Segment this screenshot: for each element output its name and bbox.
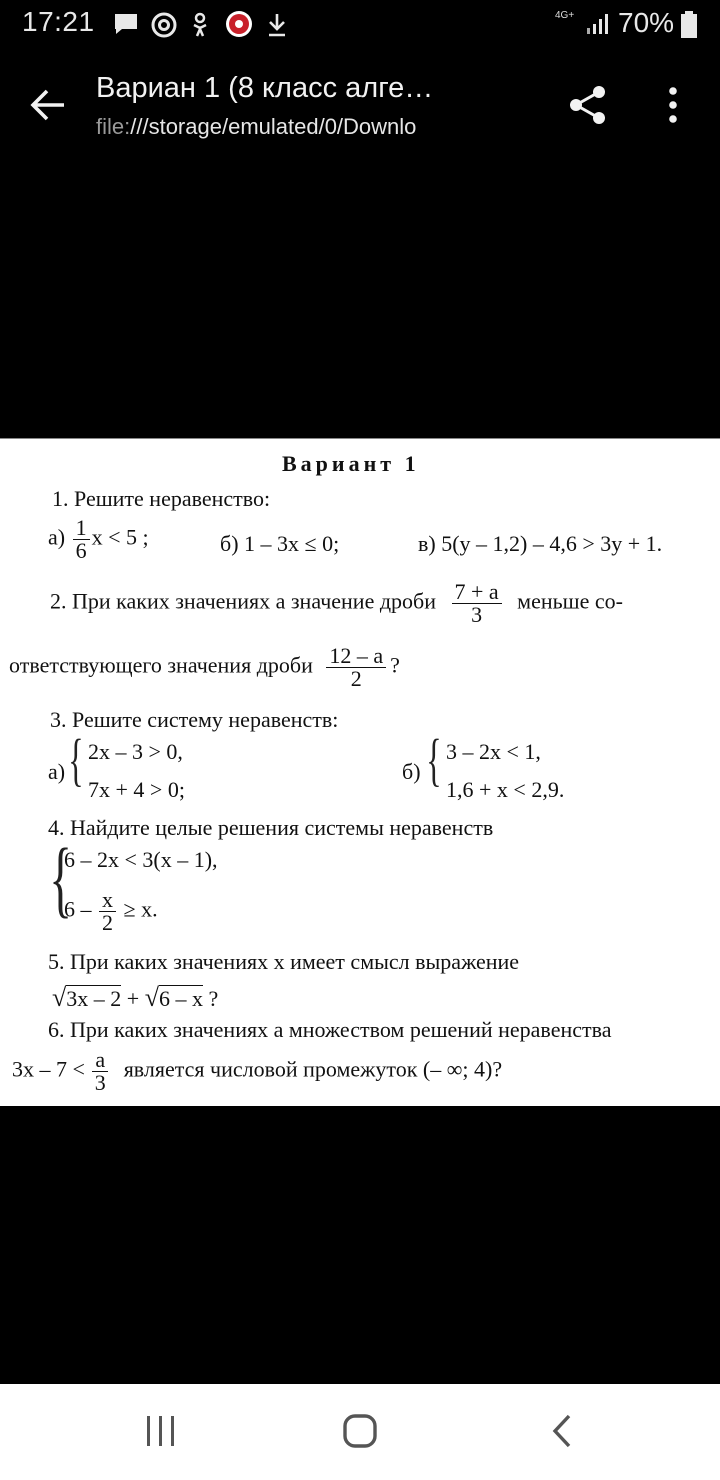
navigation-bar — [0, 1384, 720, 1480]
q2-frac1-num: 7 + a — [452, 581, 502, 604]
q3-a-1: 2x – 3 > 0, — [88, 739, 183, 764]
q4-line2 — [64, 889, 158, 934]
q4-line2-end: ≥ x. — [123, 896, 158, 922]
url-path: ///storage/emulated/0/Downlo — [130, 114, 417, 139]
q4-frac-num: x — [99, 889, 116, 912]
message-icon — [113, 12, 139, 36]
q5-expression: √3x – 2 + √6 – x ? — [52, 983, 219, 1012]
q6-line2 — [12, 1049, 502, 1094]
q3-a-brace: { — [68, 727, 84, 792]
battery-percent: 70% — [618, 7, 675, 38]
back-arrow-icon[interactable] — [30, 88, 66, 122]
q2-frac2-num: 12 – a — [326, 645, 386, 668]
q1-a-fraction — [73, 517, 90, 562]
q3-b-1: 3 – 2x < 1, — [446, 739, 541, 764]
battery-icon — [680, 11, 698, 39]
q2-line2 — [9, 645, 400, 690]
q1-a — [48, 517, 149, 562]
q1-a-den: 6 — [75, 538, 87, 563]
odnoklassniki-icon — [192, 12, 208, 38]
q2-line2-start: ответствующего значения дроби — [9, 652, 313, 678]
document-page — [0, 438, 720, 1106]
q4-line2-start: 6 – — [64, 896, 92, 922]
q6-line1: 6. При каких значениях a множеством решений неравенства — [48, 1017, 612, 1042]
q3-text: 3. Решите систему неравенств: — [50, 707, 339, 732]
q5-root2: 6 – x — [158, 986, 203, 1011]
q3-a-2: 7x + 4 > 0; — [88, 777, 185, 802]
q3-b-label: б) — [402, 759, 421, 784]
q1-a-rest: x < 5 ; — [91, 524, 149, 550]
q2-line2-end: ? — [390, 652, 400, 678]
q3-b-2: 1,6 + x < 2,9. — [446, 777, 565, 802]
app-badge-icon — [225, 10, 253, 38]
q3-a-label: а) — [48, 759, 66, 784]
q4-frac-den: 2 — [102, 910, 113, 935]
q5-root1: 3x – 2 — [66, 986, 122, 1011]
q2-fraction1 — [452, 581, 502, 626]
home-icon[interactable] — [342, 1413, 378, 1449]
q5-text: 5. При каких значениях x имеет смысл выражение — [48, 949, 520, 974]
q1-a-label: а) — [48, 524, 66, 550]
download-icon — [266, 12, 288, 38]
q6-fraction — [92, 1049, 108, 1094]
q6-start: 3x – 7 < — [12, 1056, 85, 1082]
recents-icon[interactable] — [144, 1414, 178, 1448]
at-icon — [150, 12, 178, 38]
share-icon[interactable] — [568, 84, 608, 126]
q2-line1-start: 2. При каких значениях a значение дроби — [50, 588, 436, 614]
document-title: Вариан 1 (8 класс алге… — [96, 72, 434, 104]
q5-end: ? — [208, 986, 219, 1011]
q4-text: 4. Найдите целые решения системы неравенств — [48, 815, 494, 840]
q2-fraction2 — [326, 645, 386, 690]
q3-b-brace: { — [426, 727, 442, 792]
q2-frac2-den: 2 — [350, 666, 362, 691]
q1-text: 1. Решите неравенство: — [52, 486, 271, 511]
q6-end: является числовой промежуток (– ∞; 4)? — [123, 1056, 503, 1082]
q1-b: б) 1 – 3x ≤ 0; — [220, 531, 340, 556]
q2-frac1-den: 3 — [471, 602, 483, 627]
q2-line1 — [50, 581, 623, 626]
q6-frac-num: a — [92, 1049, 108, 1072]
q4-line1: 6 – 2x < 3(x – 1), — [64, 847, 218, 872]
signal-icon — [585, 12, 611, 36]
more-vert-icon[interactable] — [666, 86, 680, 124]
status-time: 17:21 — [22, 6, 95, 37]
q1-c: в) 5(y – 1,2) – 4,6 > 3y + 1. — [418, 531, 663, 556]
q2-line1-end: меньше со- — [517, 588, 623, 614]
back-icon[interactable] — [550, 1413, 574, 1449]
network-type: 4G+ — [555, 10, 575, 21]
url-scheme: file: — [96, 114, 131, 139]
document-path — [96, 114, 416, 140]
q4-brace: { — [49, 830, 72, 926]
q1-a-num: 1 — [73, 517, 90, 540]
q5-plus: + — [126, 986, 140, 1011]
q6-frac-den: 3 — [94, 1070, 106, 1095]
q4-fraction — [99, 889, 116, 934]
status-bar — [0, 0, 720, 50]
variant-heading: Вариант 1 — [282, 451, 420, 476]
